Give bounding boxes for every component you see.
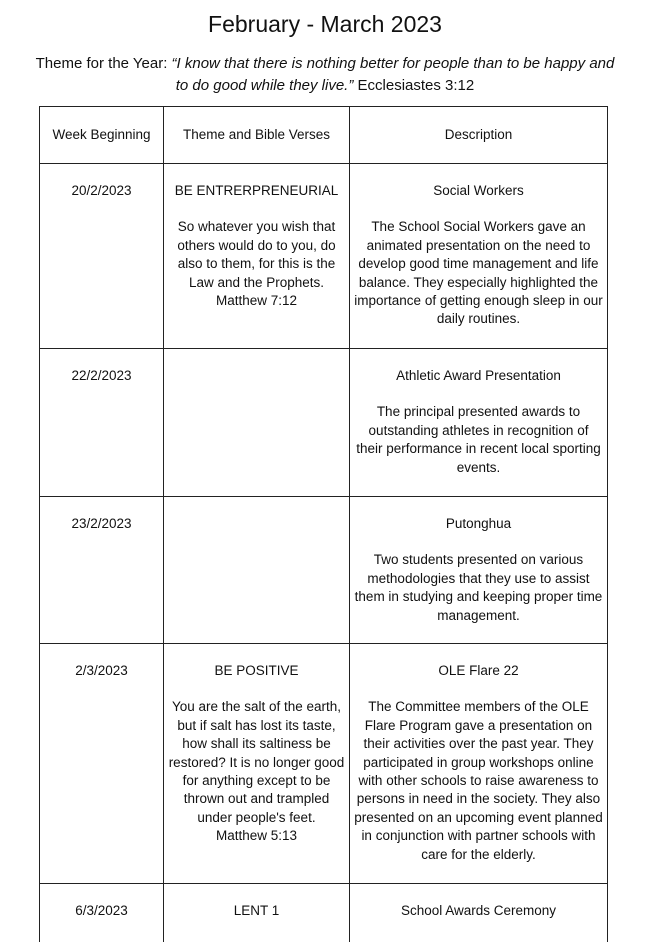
description-title: Putonghua bbox=[354, 515, 603, 533]
description-body: Two students presented on various methodologies that they use to assist them in studying and keeping proper time management. bbox=[354, 551, 603, 625]
theme-quote: “I know that there is nothing better for people than to be happy and to do good while they live.” bbox=[172, 55, 615, 94]
table-row bbox=[40, 349, 608, 497]
theme-label: BE POSITIVE bbox=[168, 662, 345, 680]
description-body: The Committee members of the OLE Flare Program gave a presentation on their activities over the past year. They participated in group workshops online with other schools to raise awareness to persons in need in the society. They also presented on an upcoming event planned in conjunction with partner schools with care for the elderly. bbox=[354, 698, 603, 864]
description-title: OLE Flare 22 bbox=[354, 662, 603, 680]
description-body: The principal presented awards to outstanding athletes in recognition of their performance in recent local sporting events. bbox=[354, 403, 603, 477]
page-title: February - March 2023 bbox=[0, 9, 650, 39]
theme-prefix: Theme for the Year: bbox=[36, 55, 172, 72]
description-cell bbox=[350, 884, 608, 942]
bible-verse: You are the salt of the earth, but if salt has lost its taste, how shall its saltiness be restored? It is no longer good for anything except to be thrown out and trampled under people's feet. bbox=[168, 698, 345, 827]
description-title: Social Workers bbox=[354, 182, 603, 200]
bible-verse: So whatever you wish that others would do to you, do also to them, for this is the Law and the Prophets. bbox=[168, 218, 345, 292]
description-cell bbox=[350, 644, 608, 884]
theme-of-the-year bbox=[30, 53, 620, 97]
description-cell bbox=[350, 349, 608, 497]
week-cell: 23/2/2023 bbox=[40, 497, 164, 644]
header-week-beginning: Week Beginning bbox=[40, 107, 164, 164]
description-cell bbox=[350, 497, 608, 644]
theme-cell bbox=[164, 349, 350, 497]
theme-cell bbox=[164, 497, 350, 644]
verse-reference: Matthew 7:12 bbox=[168, 292, 345, 310]
week-cell: 6/3/2023 bbox=[40, 884, 164, 942]
description-title: Athletic Award Presentation bbox=[354, 367, 603, 385]
header-description: Description bbox=[350, 107, 608, 164]
table-header-row bbox=[40, 107, 608, 164]
table-row bbox=[40, 497, 608, 644]
theme-cell bbox=[164, 644, 350, 884]
theme-label: BE ENTRERPRENEURIAL bbox=[168, 182, 345, 200]
table-row bbox=[40, 164, 608, 349]
table-row bbox=[40, 884, 608, 942]
week-cell: 22/2/2023 bbox=[40, 349, 164, 497]
description-body: The School Social Workers gave an animated presentation on the need to develop good time management and life balance. They especially highlighted the importance of getting enough sleep in our daily routines. bbox=[354, 218, 603, 328]
theme-reference: Ecclesiastes 3:12 bbox=[353, 77, 474, 94]
verse-reference: Matthew 5:13 bbox=[168, 827, 345, 845]
description-cell bbox=[350, 164, 608, 349]
theme-label: LENT 1 bbox=[168, 902, 345, 920]
theme-cell bbox=[164, 884, 350, 942]
theme-cell bbox=[164, 164, 350, 349]
week-cell: 2/3/2023 bbox=[40, 644, 164, 884]
description-title: School Awards Ceremony bbox=[354, 902, 603, 920]
header-theme-verses: Theme and Bible Verses bbox=[164, 107, 350, 164]
table-row bbox=[40, 644, 608, 884]
week-cell: 20/2/2023 bbox=[40, 164, 164, 349]
events-table bbox=[39, 106, 608, 942]
